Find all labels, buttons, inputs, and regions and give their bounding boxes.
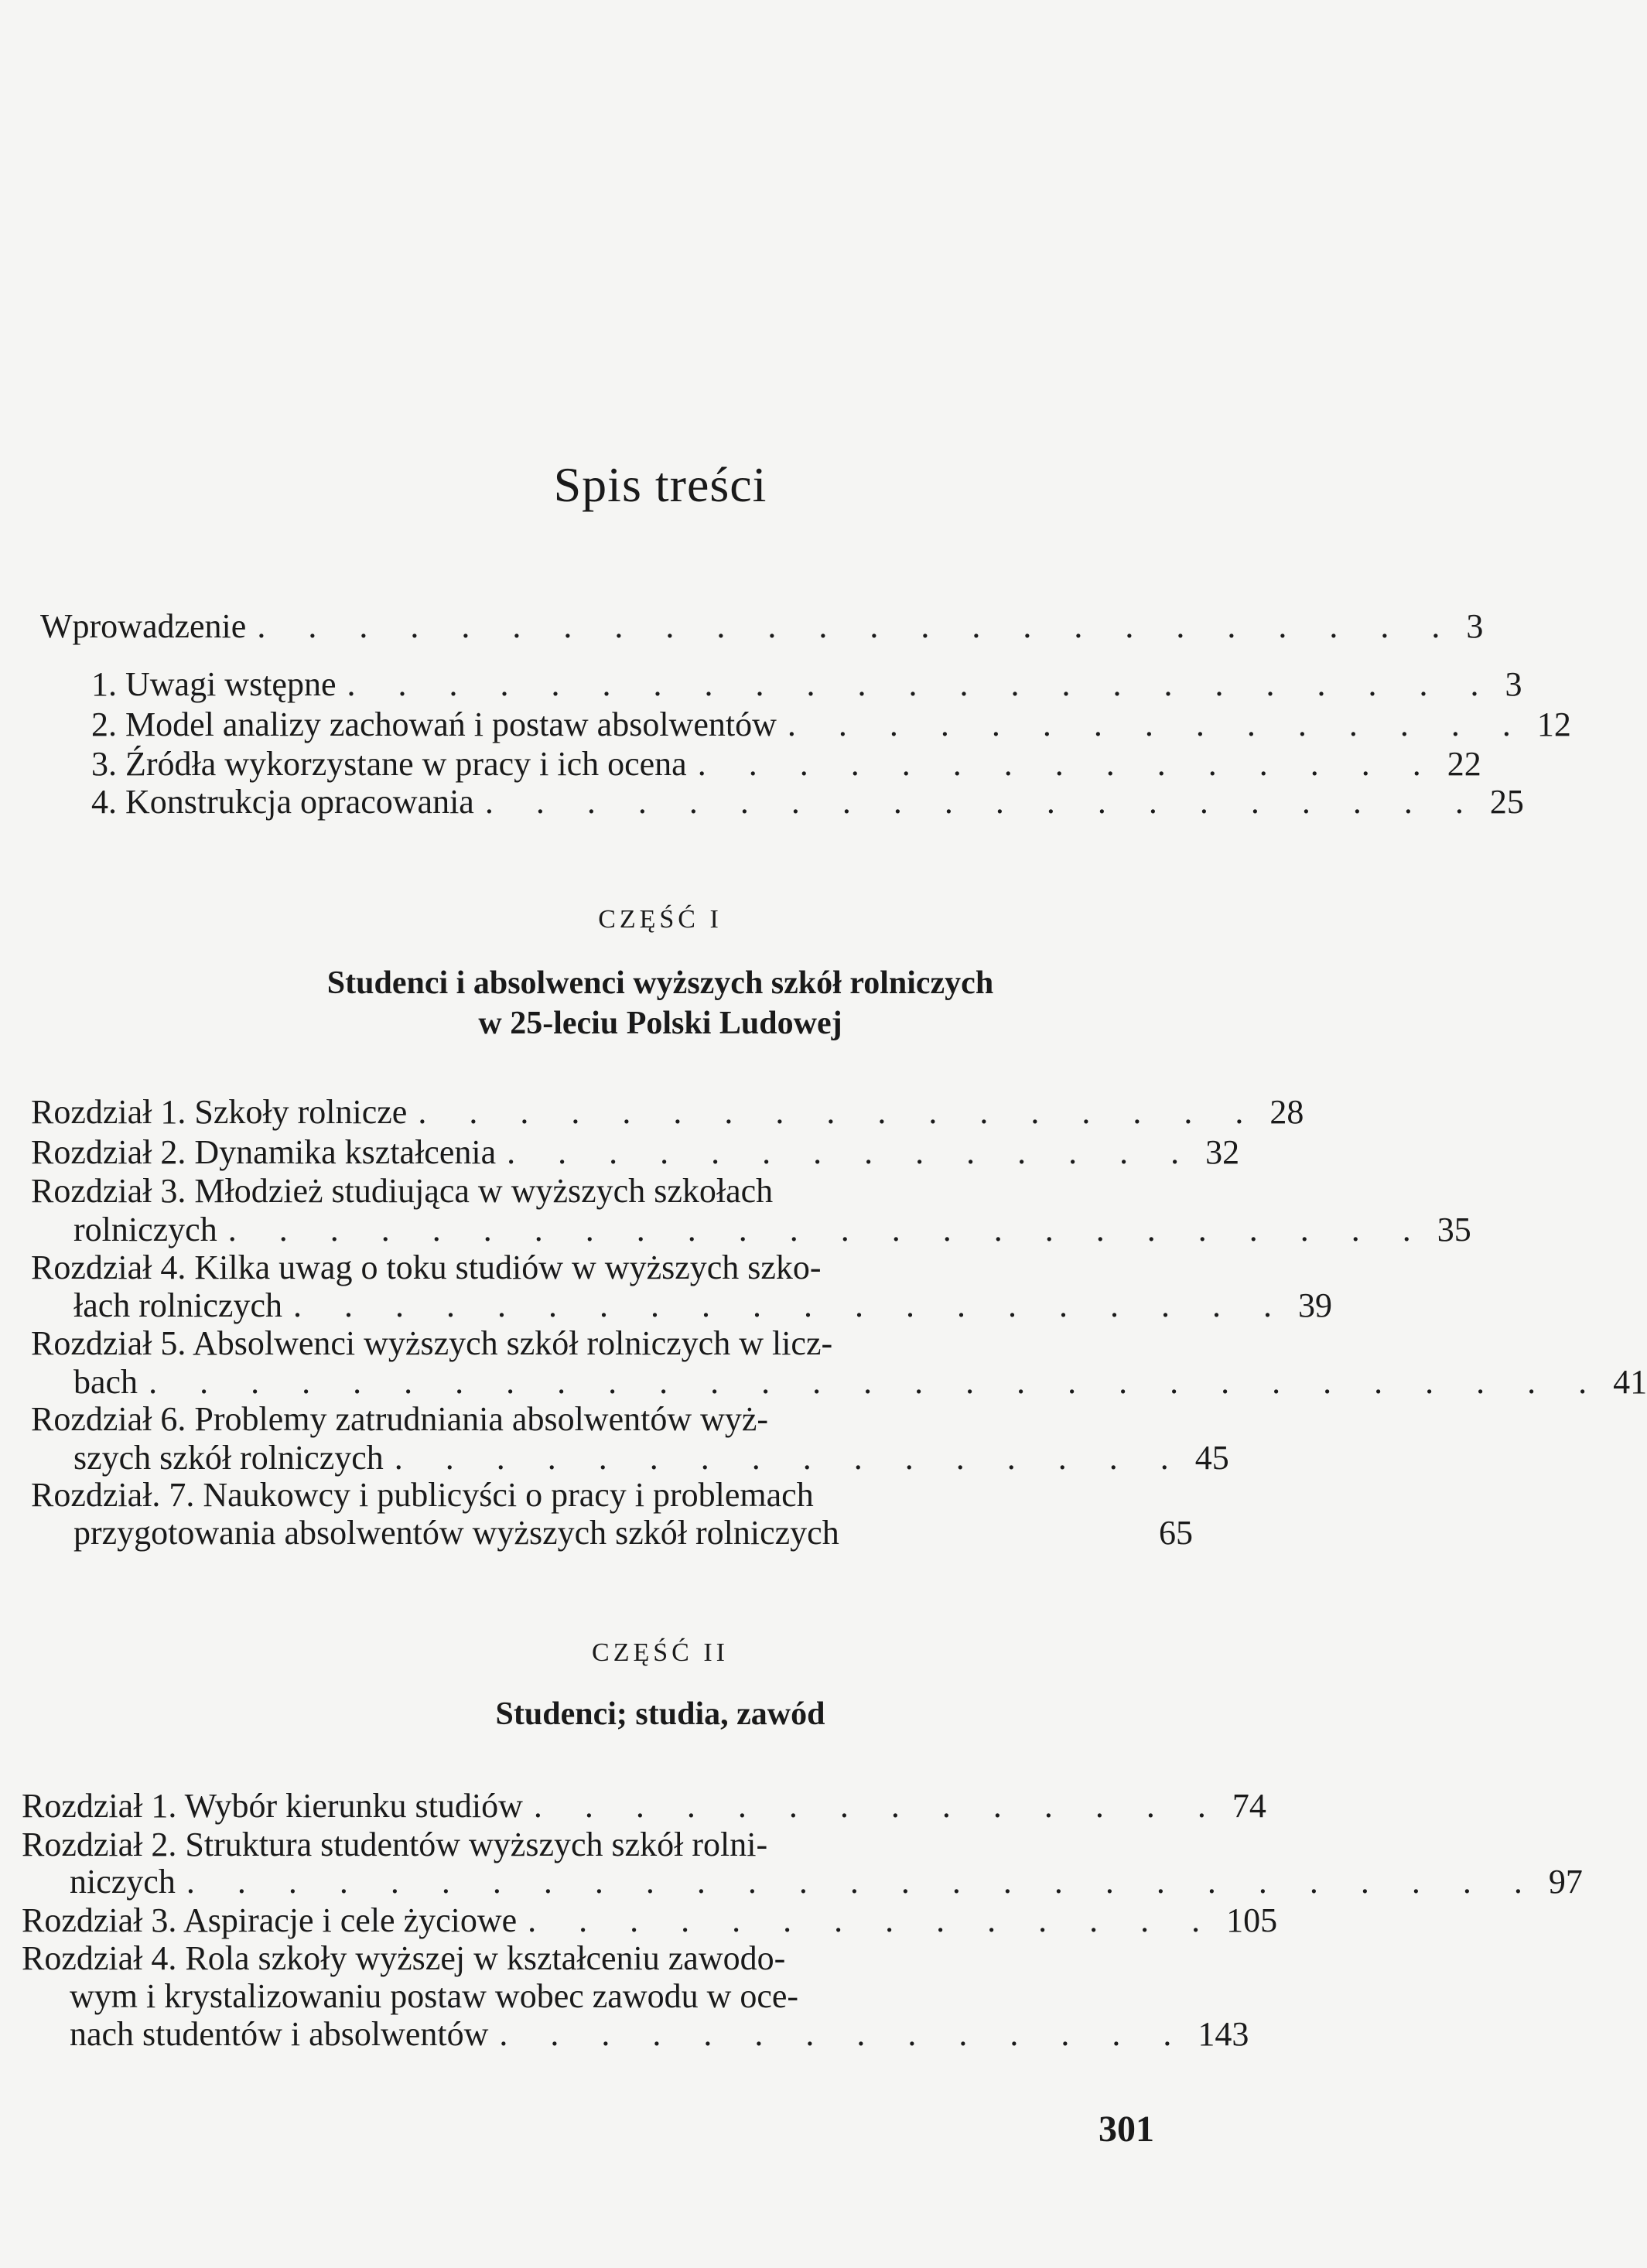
toc-chapter-entry: Rozdział 1. Szkoły rolnicze . . . . . . . . . . . . . . . . . 28 bbox=[31, 1093, 1304, 1131]
toc-entry-intro bbox=[40, 607, 1484, 646]
leader-dots: . . . . . . . . . . . . . . . . . . . . . . . . bbox=[257, 607, 1457, 645]
toc-subentry: 3. Źródła wykorzystane w pracy i ich ocena . . . . . . . . . . . . . . . 22 bbox=[91, 745, 1481, 783]
toc-chapter-continuation: bach . . . . . . . . . . . . . . . . . . . . . . . . . . . . . 41 bbox=[73, 1363, 1647, 1401]
toc-subentry: 2. Model analizy zachowań i postaw absolwentów . . . . . . . . . . . . . . . 12 bbox=[91, 705, 1571, 743]
toc-chapter-line: Rozdział 3. Młodzież studiująca w wyższych szkołach bbox=[31, 1172, 774, 1210]
part-label: CZĘŚĆ II bbox=[592, 1638, 729, 1667]
page-number: 301 bbox=[1099, 2109, 1154, 2150]
toc-chapter-continuation: wym i krystalizowaniu postaw wobec zawodu w oce- bbox=[70, 1977, 799, 2015]
part-label: CZĘŚĆ I bbox=[598, 905, 723, 934]
toc-chapter-line: Rozdział 2. Struktura studentów wyższych szkół rolni- bbox=[22, 1826, 768, 1863]
part-subtitle: w 25-leciu Polski Ludowej bbox=[478, 1006, 842, 1041]
toc-chapter-line: Rozdział 5. Absolwenci wyższych szkół rolniczych w licz- bbox=[31, 1324, 833, 1362]
toc-chapter-entry: Rozdział 2. Dynamika kształcenia . . . . . . . . . . . . . . 32 bbox=[31, 1133, 1240, 1171]
part-title: Studenci i absolwenci wyższych szkół rolniczych bbox=[326, 965, 994, 1001]
toc-subentry: 4. Konstrukcja opracowania . . . . . . . . . . . . . . . . . . . . 25 bbox=[91, 783, 1524, 821]
toc-chapter-line: Rozdział. 7. Naukowcy i publicyści o pracy i problemach bbox=[31, 1476, 814, 1514]
part-title: Studenci; studia, zawód bbox=[495, 1696, 825, 1732]
toc-chapter-line: Rozdział 4. Rola szkoły wyższej w kształceniu zawodo- bbox=[22, 1939, 786, 1977]
toc-chapter-entry: Rozdział 1. Wybór kierunku studiów . . . . . . . . . . . . . . 74 bbox=[22, 1787, 1266, 1825]
toc-chapter-continuation: nach studentów i absolwentów . . . . . . . . . . . . . . 143 bbox=[70, 2015, 1249, 2053]
toc-chapter-line: Rozdział 6. Problemy zatrudniania absolwentów wyż- bbox=[31, 1400, 769, 1438]
toc-subentry: 1. Uwagi wstępne . . . . . . . . . . . . . . . . . . . . . . . 3 bbox=[91, 665, 1522, 703]
toc-chapter-continuation: łach rolniczych . . . . . . . . . . . . . . . . . . . . 39 bbox=[73, 1286, 1332, 1324]
toc-chapter-entry: Rozdział 3. Aspiracje i cele życiowe . . . . . . . . . . . . . . 105 bbox=[22, 1901, 1278, 1939]
toc-entry-label: Wprowadzenie bbox=[40, 607, 247, 645]
toc-chapter-continuation: szych szkół rolniczych . . . . . . . . . . . . . . . . 45 bbox=[73, 1439, 1229, 1477]
page-title: Spis treści bbox=[553, 457, 767, 512]
toc-chapter-continuation: rolniczych . . . . . . . . . . . . . . . . . . . . . . . . 35 bbox=[73, 1211, 1471, 1248]
toc-page-number: 3 bbox=[1466, 607, 1484, 645]
toc-chapter-continuation: niczych . . . . . . . . . . . . . . . . . . . . . . . . . . . 97 bbox=[70, 1863, 1583, 1901]
toc-chapter-continuation: przygotowania absolwentów wyższych szkół rolniczych 65 bbox=[73, 1514, 1193, 1552]
toc-chapter-line: Rozdział 4. Kilka uwag o toku studiów w wyższych szko- bbox=[31, 1248, 822, 1286]
